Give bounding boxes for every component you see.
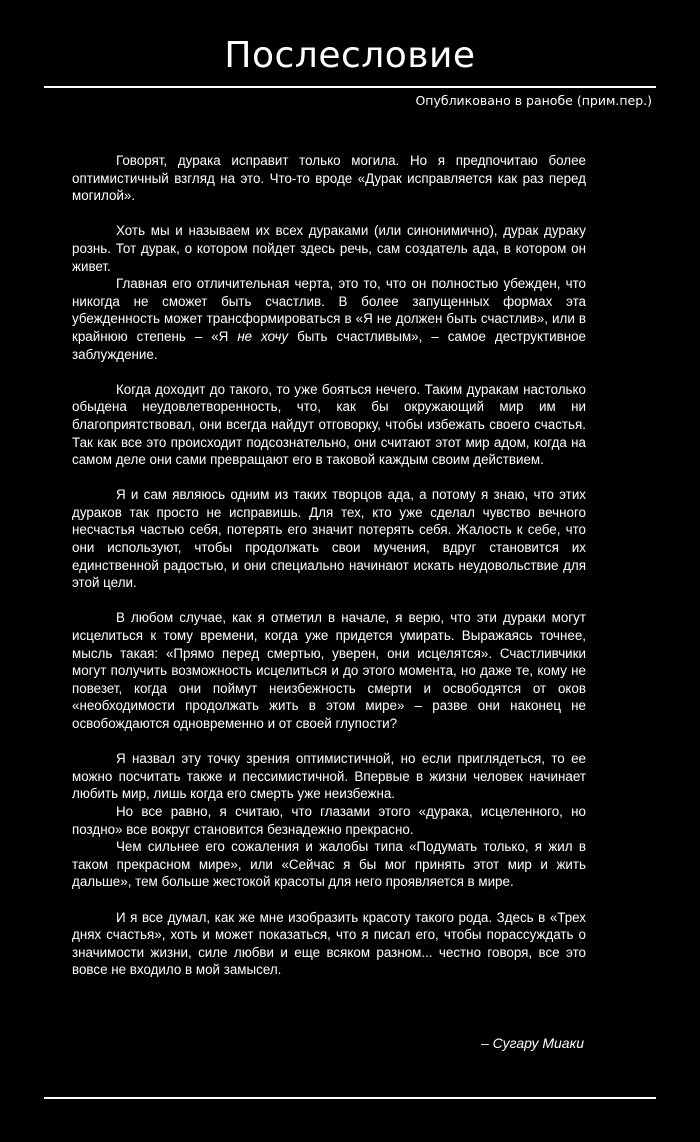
afterword-text: [72, 152, 586, 979]
paragraph-7: Я назвал эту точку зрения оптимистичной, но если приглядеться, то ее можно посчитать также и пессимистичной. Впервые в жизни человек начинает любить мир, лишь когда его смерть уже неизбежна.: [72, 751, 586, 802]
paragraph-8: Но все равно, я считаю, что глазами этого «дурака, исцеленного, но поздно» все вокруг становится безнадежно прекрасно.: [72, 803, 586, 837]
paragraph-2: Хоть мы и называем их всех дураками (или синонимично), дурак дураку рознь. Тот дурак, о котором пойдет здесь речь, сам создатель ада, в котором он живет.: [72, 223, 586, 274]
paragraph-6: В любом случае, как я отметил в начале, я верю, что эти дураки могут исцелиться к тому времени, когда уже придется умирать. Выражаясь точнее, мысль такая: «Прямо перед смертью, уверен, они исцелятся». Счастливчики могут получить возможность исцелиться и до этого момента, но даже те, кому не повезет, когда они поймут неизбежность смерти и освободятся от оков «необходимости продолжать жить в этом мире» – разве они наконец не освобождаются одновременно и от своей глупости?: [72, 610, 586, 731]
title-divider: [44, 86, 656, 88]
paragraph-5: Я и сам являюсь одним из таких творцов ада, а потому я знаю, что этих дураков так просто не исправишь. Для тех, кто уже сделал чувство вечного несчастья частью себя, потерять его значит потерять себя. Жалость к себе, что они используют, чтобы продолжать свои мучения, вдруг становится их единственной радостью, и они специально начинают искать неудовольствие для этой цели.: [72, 487, 586, 591]
author-signature: – Сугару Миаки: [480, 1035, 584, 1051]
paragraph-1: Говорят, дурака исправит только могила. Но я предпочитаю более оптимистичный взгляд на это. Что-то вроде «Дурак исправляется как раз перед могилой».: [72, 153, 586, 204]
publication-note: Опубликовано в ранобе (прим.пер.): [415, 93, 652, 108]
paragraph-3-italic: не хочу: [237, 328, 289, 344]
paragraph-10: И я все думал, как же мне изобразить красоту такого рода. Здесь в «Трех днях счастья», хоть и может показаться, что я писал его, чтобы порассуждать о значимости жизни, силе любви и еще всяком разном... честно говоря, все это вовсе не входило в мой замысел.: [72, 909, 586, 978]
paragraph-3-start: Главная его отличительная черта, это то, что он полностью убежден, что никогда не сможет быть счастлив. В более запущенных формах эта убежденность может трансформироваться в «Я не должен быть счастлив», или в крайнюю степень – «Я: [72, 276, 586, 344]
paragraph-9: Чем сильнее его сожаления и жалобы типа «Подумать только, я жил в таком прекрасном мире», или «Сейчас я бы мог принять этот мир и жить дальше», тем больше жестокой красоты для него проявляется в мире.: [72, 839, 586, 890]
paragraph-3-end: быть счастливым», – самое деструктивное заблуждение.: [72, 328, 586, 362]
page-title: Послесловие: [224, 35, 476, 76]
paragraph-4: Когда доходит до такого, то уже бояться нечего. Таким дуракам настолько обыдена неудовлетворенность, что, как бы окружающий мир им ни благоприятствовал, они всегда найдут отговорку, чтобы избежать своего счастья. Так как все это происходит подсознательно, они считают этот мир адом, когда на самом деле они сами превращают его в таковой каждым своим действием.: [72, 381, 586, 468]
paragraph-3: [72, 275, 586, 363]
bottom-divider: [44, 1097, 656, 1099]
